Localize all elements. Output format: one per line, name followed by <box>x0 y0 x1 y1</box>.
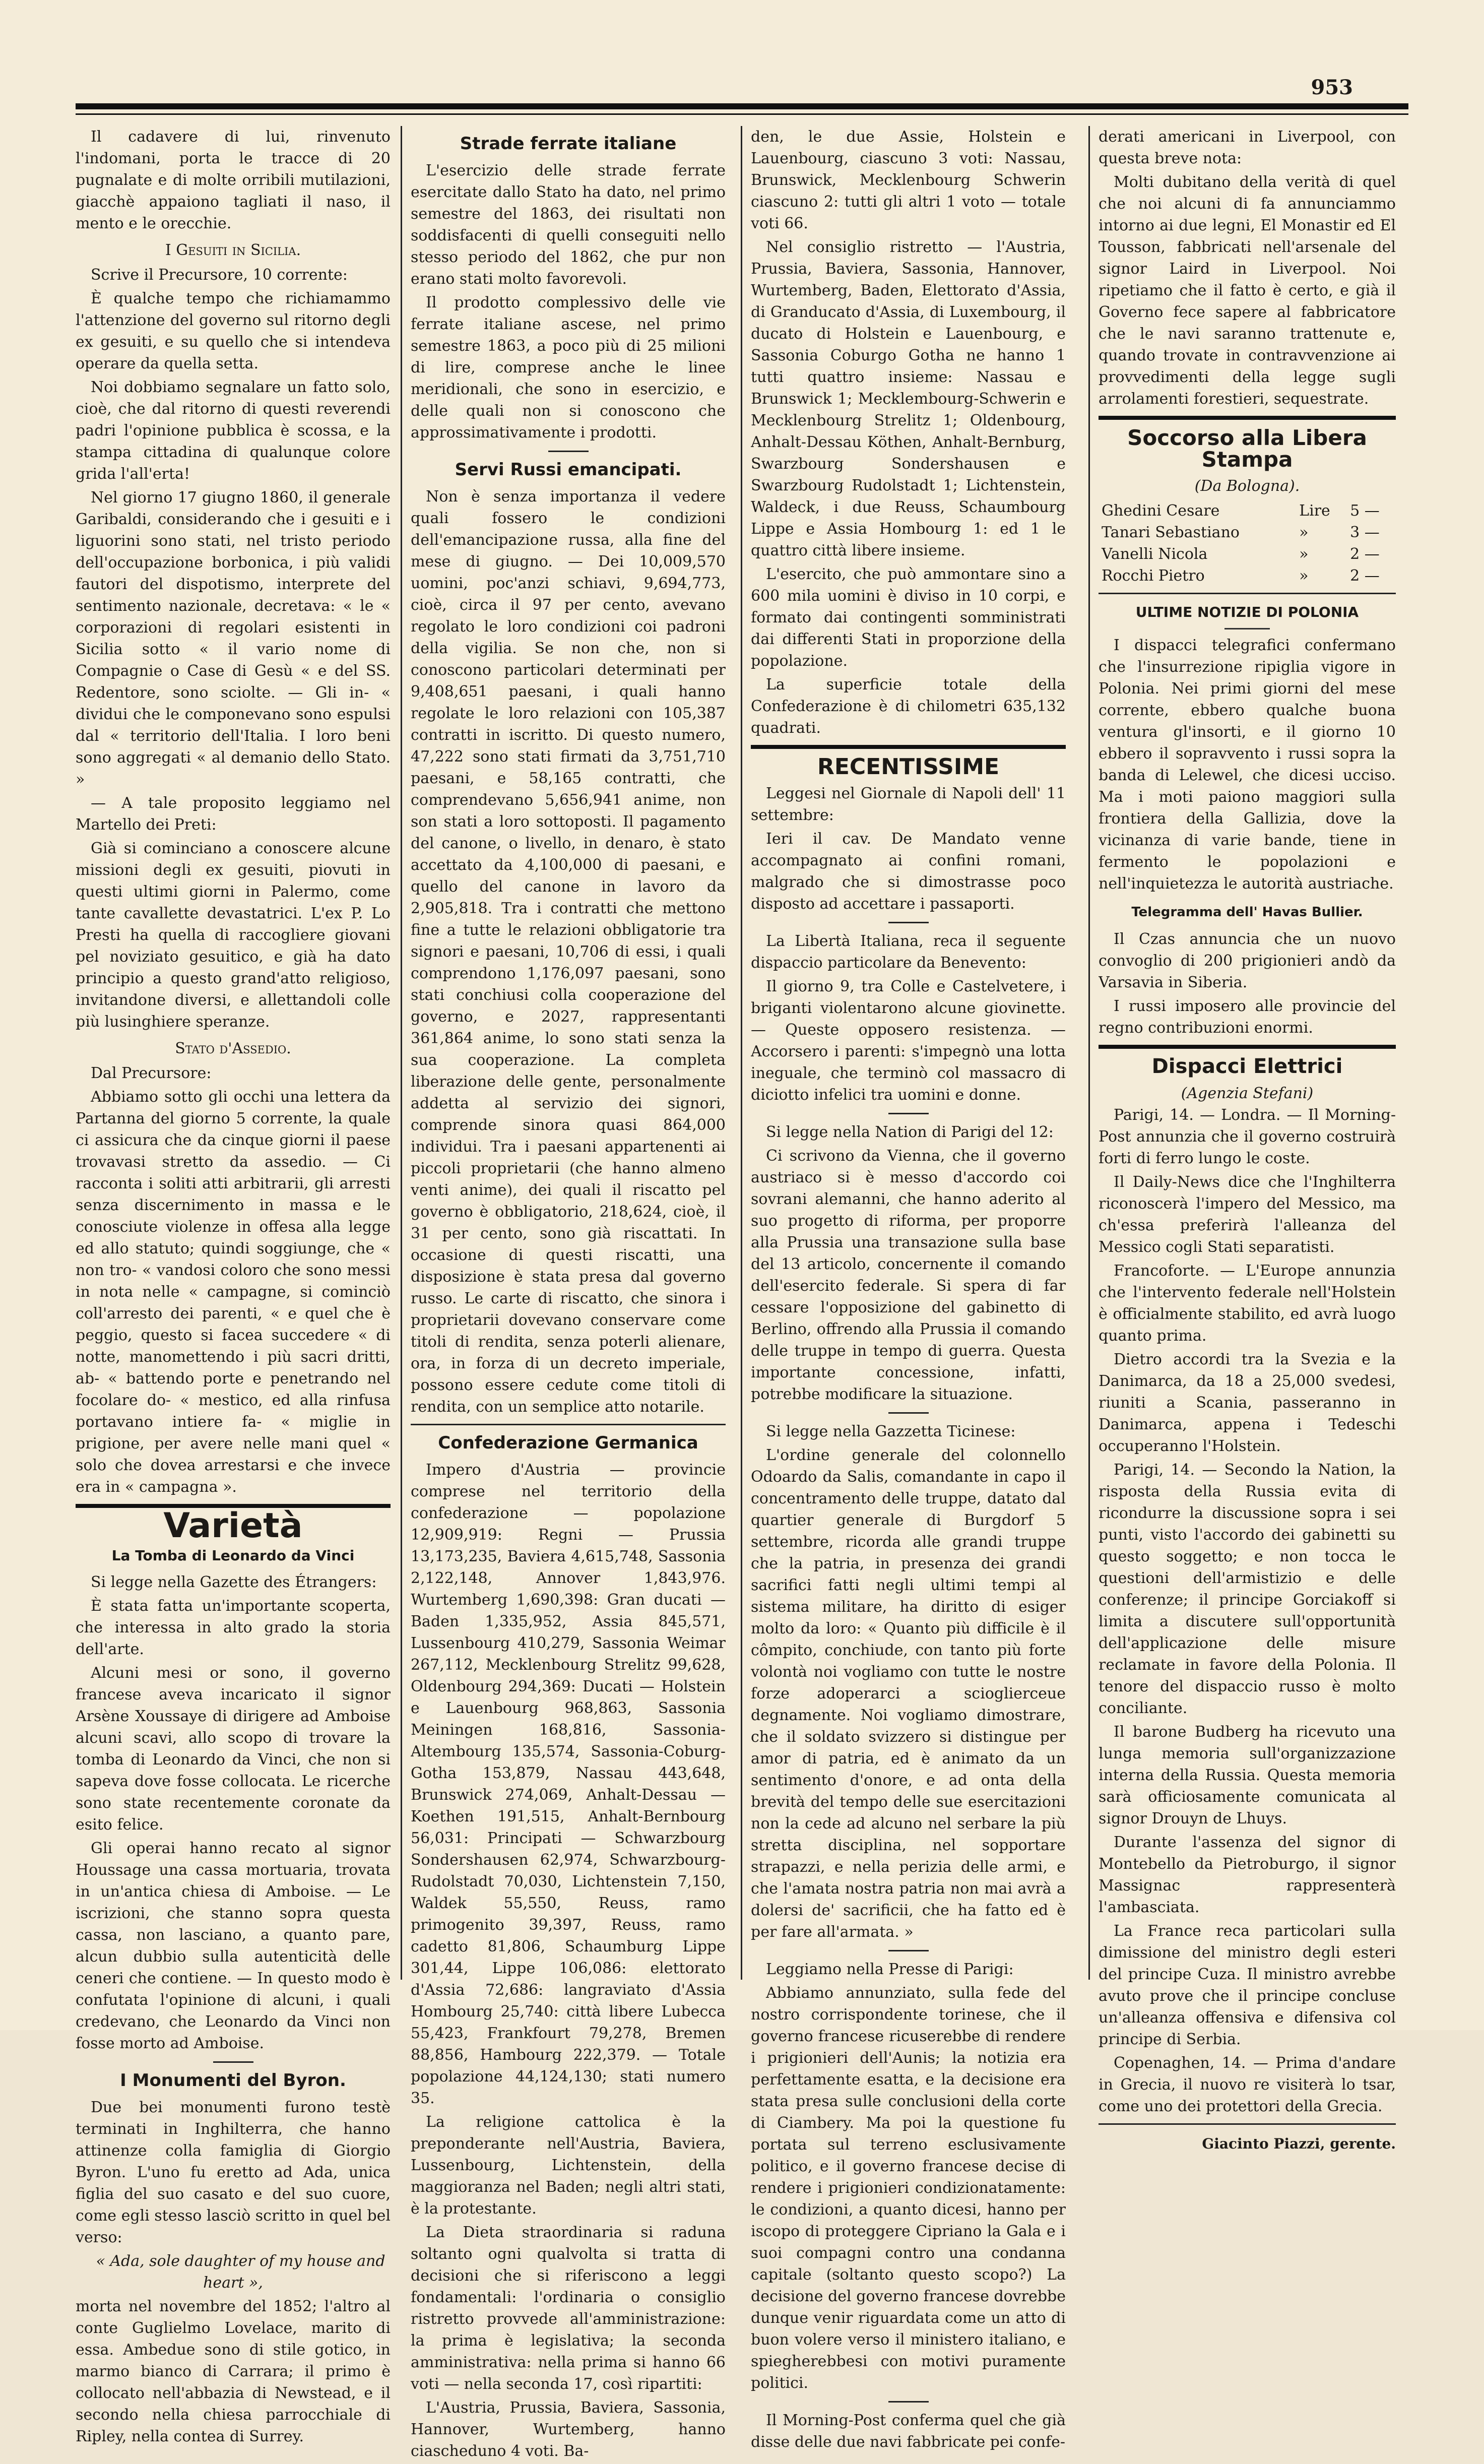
table-row <box>1099 500 1396 522</box>
paragraph: Impero d'Austria — provincie comprese nel territorio della confederazione — popolazione 12,909,919: Regni — Prussia 13,173,235, Baviera 4,615,748, Sassonia 2,122,148, Annover 1,843,976. Wurtemberg 1,690,398: Gran ducati — Baden 1,335,952, Assia 845,571, Lussenbourg 410,279, Sassonia Weimar 267,112, Mecklenbourg Strelitz 99,628, Oldenbourg 294,369: Ducati — Holstein e Lauenbourg 968,863, Sassonia Meiningen 168,816, Sassonia-Altembourg 135,574, Sassonia-Coburg-Gotha 153,879, Nassau 443,648, Brunswick 274,069, Anhalt-Dessau — Koethen 191,515, Anhalt-Bernbourg 56,031: Principati — Schwarzbourg Sondershausen 62,974, Schwarzbourg-Rudolstadt 70,030, Lichtenstein 7,150, Waldek 55,550, Reuss, ramo primogenito 39,397, Reuss, ramo cadetto 81,806, Schaumburg Lippe 301,44, Lippe 106,086: elettorato d'Assia 72,686: langraviato d'Assia Hombourg 25,740: città libere Lubecca 55,423, Frankfourt 79,278, Bremen 88,856, Hambourg 222,379. — Totale popolazione 44,124,130; stati numero 35. <box>411 1461 726 2107</box>
paragraph: Leggiamo nella Presse di Parigi: <box>766 1961 1014 1978</box>
paragraph: Copenaghen, 14. — Prima d'andare in Grecia, il nuovo re visiterà lo tsar, come uno dei protettori della Grecia. <box>1099 2054 1396 2115</box>
paragraph: derati americani in Liverpool, con questa breve nota: <box>1099 128 1396 167</box>
section-heading-varieta: Varietà <box>163 1506 303 1546</box>
donor-amount: 3 — <box>1350 524 1380 541</box>
paragraph: La France reca particolari sulla dimissione del ministro degli esteri del principe Cuza. Il ministro avrebbe avuto prove che il principe concluse un'alleanza offensiva e difensiva col principe di Serbia. <box>1099 1922 1396 2048</box>
divider <box>751 745 1066 749</box>
column-divider <box>1088 126 1090 1980</box>
donor-amount: 5 — <box>1350 502 1380 520</box>
article-title-byron: I Monumenti del Byron. <box>120 2070 346 2091</box>
paragraph: Alcuni mesi or sono, il governo francese aveva incaricato il signor Arsène Xoussaye di dirigere ad Amboise alcuni scavi, allo scopo di trovare la tomba di Leonardo da Vinci, che non si sapeva dove fosse collocata. Le ricerche sono state recentemente coronate da esito felice. <box>76 1664 391 1834</box>
section-heading-assedio: Stato d'Assedio. <box>175 1040 291 1057</box>
article-title-tomba: La Tomba di Leonardo da Vinci <box>111 1547 355 1564</box>
divider <box>1224 628 1270 629</box>
paragraph: Due bei monumenti furono testè terminati in Inghilterra, che hanno attinenze colla famiglia di Giorgio Byron. L'uno fu eretto ad Ada, unica figlia del suo casato e del suo cuore, come egli stesso lasciò scritto in quel bel verso: <box>76 2099 391 2246</box>
article-title-confederazione: Confederazione Germanica <box>438 1433 698 1453</box>
paragraph: Si legge nella Gazzetta Ticinese: <box>766 1423 1016 1440</box>
section-heading-dispacci: Dispacci Elettrici <box>1151 1055 1343 1078</box>
column-2 <box>411 126 726 2464</box>
column-4 <box>1099 126 1396 2155</box>
column-3 <box>751 126 1066 2455</box>
paragraph: Il Morning-Post conferma quel che già disse delle due navi fabbricate pei confe- <box>751 2412 1066 2451</box>
paragraph: Il prodotto complessivo delle vie ferrate italiane ascese, nel primo semestre 1863, a poco più di 25 milioni di lire, comprese anche le linee meridionali, che sono in esercizio, e delle quali non si conoscono che approssimativamente i prodotti. <box>411 294 726 441</box>
paragraph: Parigi, 14. — Secondo la Nation, la risposta della Russia evita di ricondurre la discussione sopra i sei punti, visto l'accordo dei gabinetti su questo soggetto; e non tocca le questioni dell'armistizio e delle conferenze; il principe Gorciakoff si limita a discutere sull'opportunità dell'applicazione delle misure reclamate in favore della Polonia. Il tenore del dispaccio russo è molto conciliante. <box>1099 1461 1396 1717</box>
column-divider <box>401 126 402 1980</box>
paragraph: La Dieta straordinaria si raduna soltanto ogni qualvolta si tratta di decisioni che si riferiscono a leggi fondamentali: l'ordinaria o consiglio ristretto provvede all'amministrazione: la prima è legislativa; la seconda amministrativa: nella prima si hanno 66 voti — nella seconda 17, così ripartiti: <box>411 2224 726 2393</box>
divider <box>1099 2123 1396 2125</box>
paragraph: Nel consiglio ristretto — l'Austria, Prussia, Baviera, Sassonia, Hannover, Wurtemberg, Baden, Elettorato d'Assia, di Granducato d'Assia, di Luxembourg, il ducato di Holstein e Lauenbourg, e Sassonia Coburgo Gotha ne hanno 1 tutti quattro insieme: Nassau e Brunswick 1; Mecklembourg-Schwerin e Mecklenbourg Strelitz 1; Oldenbourg, Anhalt-Dessau Köthen, Anhalt-Bernburg, Swarzbourg Sondershausen e Swarzbourg Rudolstadt 1; Lichtenstein, Waldeck, i due Reuss, Schaumbourg Lippe e Assia Hombourg 1: ed 1 le quattro città libere insieme. <box>751 238 1066 559</box>
paragraph: L'ordine generale del colonnello Odoardo da Salis, comandante in capo il concentramento delle truppe, datato dal quartier generale di Burgdorf 5 settembre, ricorda alle grandi truppe che la patria, in presenza dei grandi sacrifici fatti negli ultimi tempi al sistema militare, ha diritto di esiger molto da loro: « Quanto più difficile è il cômpito, conchiude, con tanto più forte volontà noi vogliamo con tutte le nostre forze adoperarci a scioglierceue degnamente. Noi vogliamo dimostrare, che il soldato svizzero si distingue per amor di patria, ed è animato da un sentimento d'onore, e ad onta della brevità del tempo delle sue esercitazioni non la cede ad alcuno nel serbare la più stretta disciplina, nel sopportare strapazzi, e nella perizia delle armi, e che l'amata nostra patria non mai avrà a dolersi de' sacrificii, che ha fatto ed è per fare all'armata. » <box>751 1446 1066 1941</box>
article-title-servi: Servi Russi emancipati. <box>455 460 682 480</box>
paragraph: Ci scrivono da Vienna, che il governo austriaco si è messo d'accordo coi sovrani alemanni, che hanno aderito al suo progetto di riforma, per proporre alla Prussia una transazione sulla base del 13 articolo, concernente il comando dell'esercito federale. Si spera di far cessare l'opposizione del gabinetto di Berlino, offrendo alla Prussia il comando delle truppe in tempo di guerra. Questa importante concessione, infatti, potrebbe modificare la situazione. <box>751 1147 1066 1403</box>
paragraph: Si legge nella Gazette des Étrangers: <box>91 1573 377 1591</box>
divider <box>888 922 929 923</box>
divider <box>1099 416 1396 420</box>
donor-amount: 2 — <box>1350 567 1380 585</box>
donor-currency: » <box>1299 567 1309 585</box>
paragraph: morta nel novembre del 1852; l'altro al conte Guglielmo Lovelace, marito di essa. Ambedue sono di stile gotico, in marmo bianco di Carrara; il primo è collocato nell'abbazia di Newstead, e il secondo nella chiesa parrocchiale di Ripley, nella contea di Surrey. <box>76 2298 391 2445</box>
paragraph: Scrive il Precursore, 10 corrente: <box>91 266 348 284</box>
paragraph: Già si cominciano a conoscere alcune missioni degli ex gesuiti, piovuti in questi ultimi giorni in Palermo, come tante cavallette devastatrici. L'ex P. Lo Presti ha quella di raccogliere giovani pel noviziato gesuitico, e già ha dato principio a questo grand'atto religioso, invitandone diversi, e allettandoli colle più lusinghiere speranze. <box>76 840 391 1031</box>
paragraph: Abbiamo sotto gli occhi una lettera da Partanna del giorno 5 corrente, la quale ci assicura che da cinque giorni il paese trovavasi stretto da assedio. — Ci racconta i soliti atti arbitrarii, gli arresti senza discernimento in massa e le conosciute violenze in offesa alla legge ed allo statuto; quindi soggiunge, che « non tro- « vandosi coloro che sono messi in nota nelle « campagne, si cominciò coll'arresto dei parenti, « e quel che è peggio, questo si facea succedere « di notte, manomettendo i più sacri dritti, ab- « battendo porte e penetrando nel focolare do- « mestico, ed alla rinfusa portavano intiere fa- « miglie in prigione, per avere nelle mani quel « solo che dovea arrestarsi e che invece era in « campagna ». <box>76 1088 391 1496</box>
donor-currency: Lire <box>1299 502 1330 520</box>
paragraph: Nel giorno 17 giugno 1860, il generale Garibaldi, considerando che i gesuiti e i liguorini sono stati, nel tristo periodo dell'occupazione borbonica, i più validi fautori del dispotismo, interprete del sentimento nazionale, decretava: « le « corporazioni di regolari esistenti in Sicilia sotto « il vario nome di Compagnie o Case di Gesù « e del SS. Redentore, sono sciolte. — Gli in- « dividui che le componevano sono espulsi dal « territorio dell'Italia. I loro beni sono aggregati « al demanio dello Stato. » <box>76 489 391 788</box>
paragraph: Durante l'assenza del signor di Montebello da Pietroburgo, il signor Massignac rappresenterà l'ambasciata. <box>1099 1834 1396 1916</box>
section-subtitle: (Agenzia Stefani) <box>1181 1085 1314 1102</box>
paragraph: La Libertà Italiana, reca il seguente dispaccio particolare da Benevento: <box>751 932 1066 972</box>
paragraph: Il giorno 9, tra Colle e Castelvetere, i briganti violentarono alcune giovinette. — Queste opposero resistenza. — Accorsero i parenti: s'impegnò una lotta ineguale, che terminò col massacro di diciotto infelici tra uomini e donne. <box>751 978 1066 1104</box>
paragraph: I russi imposero alle provincie del regno contribuzioni enormi. <box>1099 997 1396 1037</box>
paragraph: È qualche tempo che richiamammo l'attenzione del governo sul ritorno degli ex gesuiti, e su quello che si intendeva operare da quella setta. <box>76 290 391 372</box>
paragraph: Ieri il cav. De Mandato venne accompagnato ai confini romani, malgrado che si dimostrasse poco disposto ad accettare i passaporti. <box>751 830 1066 913</box>
paragraph: den, le due Assie, Holstein e Lauenbourg, ciascuno 3 voti: Nassau, Brunswick, Mecklenbourg Schwerin ciascuno 2: tutti gli altri 1 voto — totale voti 66. <box>751 128 1066 232</box>
paragraph: Si legge nella Nation di Parigi del 12: <box>766 1123 1054 1141</box>
paragraph: — A tale proposito leggiamo nel Martello dei Preti: <box>76 794 391 834</box>
paragraph: I dispacci telegrafici confermano che l'insurrezione ripiglia vigore in Polonia. Nei primi giorni del mese corrente, ebbero qualche buona ventura gl'insorti, e il giorno 10 ebbero il sopravvento i russi sopra la banda di Lelewel, che dicesi ucciso. Ma i moti paiono maggiori sulla frontiera della Gallizia, dove la vicinanza di varie bande, tiene in fermento le popolazioni e nell'inquietezza le autorità austriache. <box>1099 637 1396 893</box>
paragraph: La superficie totale della Confederazione è di chilometri 635,132 quadrati. <box>751 676 1066 737</box>
donor-name: Ghedini Cesare <box>1102 502 1220 520</box>
section-heading-soccorso: Soccorso alla Libera Stampa <box>1127 425 1367 472</box>
quote: « Ada, sole daughter of my house and heart », <box>96 2252 385 2292</box>
divider <box>888 1113 929 1114</box>
divider <box>548 451 589 452</box>
column-1 <box>76 126 391 2449</box>
donor-currency: » <box>1299 545 1309 563</box>
paragraph: Il barone Budberg ha ricevuto una lunga memoria sull'organizzazione interna della Russia. Questa memoria sarà officiosamente comunicata al signor Drouyn de Lhuys. <box>1099 1723 1396 1827</box>
paragraph: Dal Precursore: <box>91 1064 212 1082</box>
header-rule-thin <box>76 113 1408 115</box>
paragraph: È stata fatta un'importante scoperta, che interessa in alto grado la storia dell'arte. <box>76 1597 391 1658</box>
divider <box>888 1950 929 1951</box>
paragraph: Gli operai hanno recato al signor Houssage una cassa mortuaria, trovata in un'antica chiesa di Amboise. — Le iscrizioni, che stanno sopra questa cassa, non lasciano, a quanto pare, alcun dubbio sulla autenticità delle ceneri che contiene. — In questo modo è confutata l'opinione di alcuni, i quali credevano, che Leonardo da Vinci non fosse morto ad Amboise. <box>76 1840 391 2052</box>
divider <box>1099 593 1396 594</box>
divider <box>888 1412 929 1414</box>
donor-currency: » <box>1299 524 1309 541</box>
divider <box>1099 1045 1396 1049</box>
paragraph: Il Czas annuncia che un nuovo convoglio di 200 prigionieri andò da Varsavia in Siberia. <box>1099 930 1396 991</box>
section-heading-recentissime: RECENTISSIME <box>817 754 1000 780</box>
page-number: 953 <box>1311 76 1353 99</box>
paragraph: Francoforte. — L'Europe annunzia che l'intervento federale nell'Holstein è officialmente stabilito, ed avrà luogo quanto prima. <box>1099 1262 1396 1345</box>
telegram-heading: Telegramma dell' Havas Bullier. <box>1131 905 1363 920</box>
paragraph: L'Austria, Prussia, Baviera, Sassonia, Hannover, Wurtemberg, hanno ciascheduno 4 voti. Ba- <box>411 2399 726 2460</box>
paragraph: La religione cattolica è la preponderante nell'Austria, Baviera, Lussenbourg, Lichtenstein, della maggioranza nel Baden; negli altri stati, è la protestante. <box>411 2113 726 2218</box>
donor-name: Vanelli Nicola <box>1102 545 1208 563</box>
paragraph: Noi dobbiamo segnalare un fatto solo, cioè, che dal ritorno di questi reverendi padri l'opinione pubblica è scossa, e la stampa cittadina di qualunque colore grida l'all'erta! <box>76 378 391 483</box>
paragraph: Il cadavere di lui, rinvenuto l'indomani, porta le tracce di 20 pugnalate e di molte orribili mutilazioni, giacchè appaiono tagliati il naso, il mento e le orecchie. <box>76 128 391 232</box>
article-title-strade: Strade ferrate italiane <box>460 134 677 154</box>
divider <box>411 1424 726 1425</box>
donor-table <box>1099 500 1396 587</box>
paragraph: Il Daily-News dice che l'Inghilterra riconoscerà l'impero del Messico, ma ch'essa preferirà l'alleanza del Messico cogli Stati separatisti. <box>1099 1173 1396 1256</box>
donor-amount: 2 — <box>1350 545 1380 563</box>
paragraph: Molti dubitano della verità di quel che noi alcuni di fa annunciammo intorno ai due legni, El Monastir ed El Tousson, fabbricati nell'arsenale del signor Laird in Liverpool. Noi ripetiamo che il fatto è certo, e già il Governo fece sapere al fabbricatore che le navi saranno trattenute e, quando trovate in contravvenzione ai provvedimenti della legge sugli arrolamenti forestieri, sequestrate. <box>1099 173 1396 408</box>
donor-name: Tanari Sebastiano <box>1102 524 1240 541</box>
paragraph: Leggesi nel Giornale di Napoli dell' 11 settembre: <box>751 785 1066 824</box>
table-row <box>1099 522 1396 543</box>
paragraph: L'esercito, che può ammontare sino a 600 mila uomini è diviso in 10 corpi, e formato dai contingenti somministrati dai differenti Stati in proporzione della popolazione. <box>751 565 1066 670</box>
section-heading-polonia: ULTIME NOTIZIE DI POLONIA <box>1135 604 1359 620</box>
section-heading-gesuiti: I Gesuiti in Sicilia. <box>165 241 301 259</box>
column-divider <box>741 126 742 1980</box>
paragraph: L'esercizio delle strade ferrate esercitate dallo Stato ha dato, nel primo semestre del 1863, dei risultati non soddisfacenti di quelli conseguiti nello stesso periodo del 1862, che pur non erano stati molto favorevoli. <box>411 162 726 288</box>
header-rule <box>76 103 1408 109</box>
signature: Giacinto Piazzi, gerente. <box>1202 2135 1396 2152</box>
divider <box>888 2401 929 2403</box>
divider <box>213 2061 253 2063</box>
paragraph: Parigi, 14. — Londra. — Il Morning-Post annunzia che il governo costruirà forti di ferro lungo le coste. <box>1099 1106 1396 1167</box>
table-row <box>1099 543 1396 565</box>
section-subtitle: (Da Bologna). <box>1194 477 1300 495</box>
paragraph: Non è senza importanza il vedere quali fossero le condizioni dell'emancipazione russa, alla fine del mese di giugno. — Dei 10,009,570 uomini, poc'anzi schiavi, 9,694,773, cioè, circa il 97 per cento, avevano regolato le loro condizioni coi padroni della vigilia. Se non che, non si conoscono particolari determinati per 9,408,651 paesani, i quali hanno regolate le loro relazioni con 105,387 contratti in iscritto. Di questo numero, 47,222 sono stati firmati da 3,751,710 paesani, e 58,165 contratti, che comprendevano 5,656,941 anime, non son stati a loro sottoposti. Il pagamento del canone, o livello, in denaro, è stato accettato da 4,100,000 di paesani, e quello del canone in lavoro da 2,905,818. Tra i contratti che mettono fine a tutte le relazioni obbligatorie tra signori e paesani, 10,706 di essi, i quali comprendono 1,176,097 paesani, sono stati conchiusi colla cooperazione del governo, e 2027, rappresentanti 361,864 anime, lo sono stati senza la sua cooperazione. La completa liberazione delle gente, personalmente addetta al servizio dei signori, comprende sinora quasi 864,000 individui. Tra i paesani appartenenti ai piccoli proprietarii (che hanno almeno venti anime), dei quali il riscatto pel governo è obbligatorio, 218,624, cioè, il 31 per cento, sono già riscattati. In occasione di questi riscatti, una disposizione è stata presa dal governo russo. Le carte di riscatto, che sinora i proprietarii dovevano conservare come titoli di rendita, senza poterli alienare, ora, in forza di un decreto imperiale, possono essere cedute come titoli di rendita, con un semplice atto notarile. <box>411 488 726 1416</box>
paragraph: Abbiamo annunziato, sulla fede del nostro corrispondente torinese, che il governo francese ricuserebbe di rendere i prigionieri dell'Aunis; la notizia era perfettamente esatta, e la decisione era stata presa sulle conclusioni della corte di Ciambery. Ma poi la questione fu portata sul terreno esclusivamente politico, e il governo francese decise di rendere i prigionieri condizionatamente: le condizioni, a quanto dicesi, hanno per iscopo di proteggere Cipriano la Gala e i suoi compagni contro una condanna capitale (soltanto questo scopo?) La decisione del governo francese dovrebbe dunque venir riguardata come un atto di buon volere verso il ministero italiano, e spiegherebbesi con motivi puramente politici. <box>751 1984 1066 2392</box>
table-row <box>1099 565 1396 587</box>
paragraph: Dietro accordi tra la Svezia e la Danimarca, da 18 a 25,000 svedesi, riuniti a Scania, passeranno in Danimarca, appena i Tedeschi occuperanno l'Holstein. <box>1099 1351 1396 1455</box>
donor-name: Rocchi Pietro <box>1102 567 1205 585</box>
